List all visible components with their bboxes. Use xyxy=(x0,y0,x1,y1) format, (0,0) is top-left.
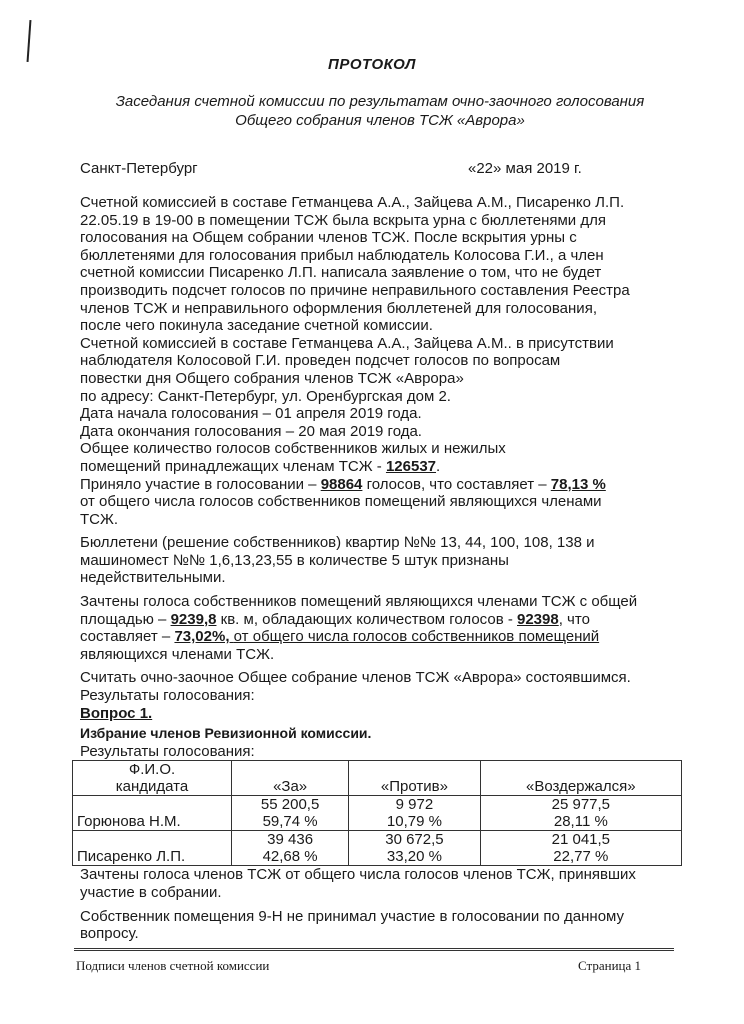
text-fragment: Приняло участие в голосовании – xyxy=(80,475,321,493)
text-fragment: составляет – xyxy=(80,628,175,646)
counted-area-line xyxy=(80,611,680,629)
percent-value: 22,77 % xyxy=(553,848,609,866)
document-title: ПРОТОКОЛ xyxy=(328,56,416,73)
percent-value: 59,74 % xyxy=(262,813,318,831)
text-line: участие в собрании. xyxy=(80,884,222,901)
cell-against xyxy=(349,831,480,866)
text-fragment: . xyxy=(436,457,441,475)
footer-page-number: Страница 1 xyxy=(578,958,642,973)
participation-line xyxy=(80,476,680,494)
votes-value: 25 977,5 xyxy=(551,796,611,814)
table-row xyxy=(73,796,682,831)
footer-divider xyxy=(74,948,674,951)
quorum-line: Считать очно-заочное Общее собрание членов ТСЖ «Аврора» состоявшимся. xyxy=(80,669,631,687)
counted-votes-value: 92398 xyxy=(517,610,559,628)
total-votes-line xyxy=(80,458,680,476)
text-fragment: площадью – xyxy=(80,610,171,628)
text-line: членов ТСЖ и неправильного оформления бюллетеней для голосования, xyxy=(80,299,597,317)
text-fragment: помещений принадлежащих членам ТСЖ - xyxy=(80,457,386,475)
document-body xyxy=(77,194,680,943)
table-row xyxy=(73,831,682,866)
results-label: Результаты голосования: xyxy=(80,742,255,760)
text-line: Общее количество голосов собственников жилых и нежилых xyxy=(80,440,506,458)
text-line: бюллетенями для голосования прибыл наблюдатель Колосова Г.И., а член xyxy=(80,246,604,264)
address-line: по адресу: Санкт-Петербург, ул. Оренбургская дом 2. xyxy=(80,387,451,405)
counted-area-value: 9239,8 xyxy=(170,610,217,628)
text-line: Зачтены голоса членов ТСЖ от общего числа голосов членов ТСЖ, принявших xyxy=(80,866,636,884)
text-line: Счетной комиссией в составе Гетманцева А.А., Зайцева А.М., Писаренко Л.П. xyxy=(80,194,625,211)
footer-signatures-label: Подписи членов счетной комиссии xyxy=(76,958,270,973)
counted-percent-line xyxy=(80,628,680,646)
votes-value: 30 672,5 xyxy=(385,831,444,849)
candidate-name: Писаренко Л.П. xyxy=(73,831,232,866)
percent-value: 10,79 % xyxy=(386,813,442,831)
text-line: недействительными. xyxy=(80,569,226,587)
text-line: Бюллетени (решение собственников) квартир №№ 13, 44, 100, 108, 138 и xyxy=(80,534,595,552)
protocol-date: «22» мая 2019 г. xyxy=(468,160,582,177)
votes-value: 9 972 xyxy=(395,796,434,814)
header-against: «Против» xyxy=(349,761,480,796)
text-line: вопросу. xyxy=(80,925,139,943)
cell-for xyxy=(232,831,349,866)
end-date-line: Дата окончания голосования – 20 мая 2019 года. xyxy=(80,422,422,440)
cell-abstain xyxy=(480,831,681,866)
text-line: голосования на Общем собрании членов ТСЖ. После вскрытия урны с xyxy=(80,229,577,247)
text-fragment: от общего числа голосов собственников помещений xyxy=(233,628,600,646)
text-line: Собственник помещения 9-Н не принимал участие в голосовании по данному xyxy=(80,907,625,925)
text-line: машиномест №№ 1,6,13,23,55 в количестве 5 штук признаны xyxy=(80,551,509,569)
cell-abstain xyxy=(480,796,681,831)
header-fio xyxy=(73,761,232,796)
text-line: Зачтены голоса собственников помещений являющихся членами ТСЖ с общей xyxy=(80,593,638,611)
question-title: Избрание членов Ревизионной комиссии. xyxy=(80,725,372,742)
votes-value: 55 200,5 xyxy=(260,796,320,814)
text-line: Счетной комиссией в составе Гетманцева А.А., Зайцева А.М.. в присутствии xyxy=(80,334,614,352)
subtitle-line: Общего собрания членов ТСЖ «Аврора» xyxy=(235,112,525,129)
text-fragment: кв. м, обладающих количеством голосов - xyxy=(216,610,517,628)
text-line: повестки дня Общего собрания членов ТСЖ «Аврора» xyxy=(80,369,464,387)
subtitle-line: Заседания счетной комиссии по результатам очно-заочного голосования xyxy=(115,93,645,110)
percent-value: 42,68 % xyxy=(262,848,318,866)
document-subtitle xyxy=(60,92,700,130)
text-line: являющихся членами ТСЖ. xyxy=(80,645,275,663)
header-text: кандидата xyxy=(115,778,189,796)
text-line: наблюдателя Колосовой Г.И. проведен подсчет голосов по вопросам xyxy=(80,352,561,370)
text-line: производить подсчет голосов по причине неправильного составления Реестра xyxy=(80,281,630,299)
text-line: от общего числа голосов собственников помещений являющихся членами xyxy=(80,493,602,511)
results-table xyxy=(72,760,682,866)
cell-for xyxy=(232,796,349,831)
counted-percent-value: 73,02%, xyxy=(174,628,234,646)
text-line: после чего покинула заседание счетной комиссии. xyxy=(80,317,433,335)
city: Санкт-Петербург xyxy=(80,160,198,177)
table-header-row xyxy=(73,761,682,796)
participation-votes-value: 98864 xyxy=(320,475,363,493)
percent-value: 33,20 % xyxy=(386,848,442,866)
question-label: Вопрос 1. xyxy=(80,704,153,722)
header-for: «За» xyxy=(232,761,349,796)
votes-value: 21 041,5 xyxy=(551,831,611,849)
header-text: Ф.И.О. xyxy=(128,761,176,779)
text-line: 22.05.19 в 19-00 в помещении ТСЖ была вскрыта урна с бюллетенями для xyxy=(80,211,606,229)
candidate-name: Горюнова Н.М. xyxy=(73,796,232,831)
cell-against xyxy=(349,796,480,831)
text-fragment: , что xyxy=(558,610,590,628)
start-date-line: Дата начала голосования – 01 апреля 2019 года. xyxy=(80,405,422,423)
participation-percent-value: 78,13 % xyxy=(550,475,606,493)
votes-value: 39 436 xyxy=(267,831,314,849)
text-line: ТСЖ. xyxy=(80,510,119,528)
results-label: Результаты голосования: xyxy=(80,687,255,705)
total-votes-value: 126537 xyxy=(385,457,437,475)
text-fragment: голосов, что составляет – xyxy=(362,475,551,493)
header-abstain: «Воздержался» xyxy=(480,761,681,796)
percent-value: 28,11 % xyxy=(553,813,608,831)
text-line: счетной комиссии Писаренко Л.П. написала заявление о том, что не будет xyxy=(80,264,602,282)
